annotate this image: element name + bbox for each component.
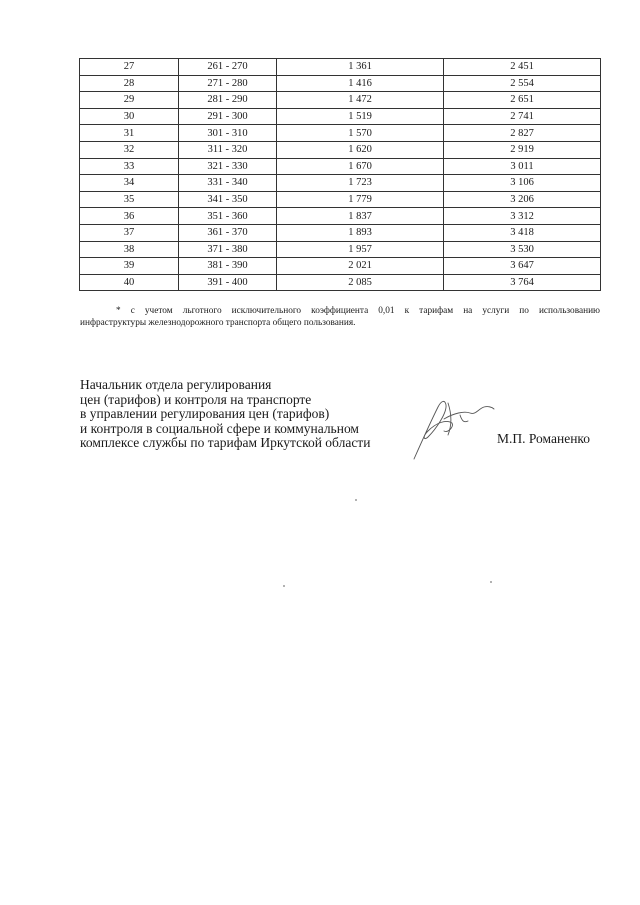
table-row: [80, 108, 601, 125]
table-cell: 2 085: [277, 274, 444, 291]
table-cell: 37: [80, 224, 179, 241]
table-row: [80, 158, 601, 175]
footnote: [80, 305, 600, 329]
table-cell: 381 - 390: [179, 258, 277, 275]
table-cell: 281 - 290: [179, 92, 277, 109]
table-cell: 351 - 360: [179, 208, 277, 225]
scan-speck: [283, 585, 285, 587]
scan-speck: [490, 581, 492, 583]
table-row: [80, 59, 601, 76]
table-cell: 391 - 400: [179, 274, 277, 291]
signer-title-line-5: комплексе службы по тарифам Иркутской области: [80, 435, 371, 450]
table-cell: 1 416: [277, 75, 444, 92]
table-cell: 321 - 330: [179, 158, 277, 175]
table-cell: 2 451: [444, 59, 601, 76]
handwritten-signature: [408, 393, 498, 463]
table-cell: 28: [80, 75, 179, 92]
table-cell: 39: [80, 258, 179, 275]
table-row: [80, 75, 601, 92]
table-row: [80, 241, 601, 258]
table-row: [80, 191, 601, 208]
table-cell: 361 - 370: [179, 224, 277, 241]
table-row: [80, 274, 601, 291]
table-cell: 261 - 270: [179, 59, 277, 76]
table-cell: 2 827: [444, 125, 601, 142]
table-cell: 1 670: [277, 158, 444, 175]
signer-title-line-4: и контроля в социальной сфере и коммунальном: [80, 420, 359, 436]
signer-title: [80, 378, 410, 451]
table-cell: 3 312: [444, 208, 601, 225]
table-cell: 38: [80, 241, 179, 258]
table-cell: 331 - 340: [179, 175, 277, 192]
footnote-line-1: * с учетом льготного исключительного коэффициента 0,01 к тарифам на услуги по использованию: [116, 306, 600, 316]
table-cell: 40: [80, 274, 179, 291]
table-row: [80, 175, 601, 192]
table-cell: 1 723: [277, 175, 444, 192]
table-cell: 34: [80, 175, 179, 192]
table-cell: 33: [80, 158, 179, 175]
table-cell: 1 519: [277, 108, 444, 125]
tariff-table-body: [80, 59, 601, 291]
table-cell: 30: [80, 108, 179, 125]
table-cell: 36: [80, 208, 179, 225]
table-cell: 31: [80, 125, 179, 142]
table-row: [80, 224, 601, 241]
table-cell: 35: [80, 191, 179, 208]
table-cell: 341 - 350: [179, 191, 277, 208]
table-cell: 1 957: [277, 241, 444, 258]
table-cell: 27: [80, 59, 179, 76]
scan-speck: [355, 499, 357, 501]
table-cell: 371 - 380: [179, 241, 277, 258]
table-cell: 3 106: [444, 175, 601, 192]
table-cell: 3 647: [444, 258, 601, 275]
signer-name: М.П. Романенко: [497, 431, 591, 446]
table-cell: 2 919: [444, 141, 601, 158]
signer-title-line-2: цен (тарифов) и контроля на транспорте: [80, 391, 312, 407]
table-cell: 2 021: [277, 258, 444, 275]
table-cell: 1 893: [277, 224, 444, 241]
table-cell: 3 764: [444, 274, 601, 291]
signer-title-line-1: Начальник отдела регулирования: [80, 377, 272, 392]
table-cell: 1 570: [277, 125, 444, 142]
table-cell: 29: [80, 92, 179, 109]
table-cell: 311 - 320: [179, 141, 277, 158]
footnote-line-2: инфраструктуры железнодорожного транспорта общего пользования.: [80, 318, 356, 328]
table-row: [80, 141, 601, 158]
table-row: [80, 258, 601, 275]
table-cell: 271 - 280: [179, 75, 277, 92]
table-cell: 3 206: [444, 191, 601, 208]
table-cell: 1 779: [277, 191, 444, 208]
table-cell: 32: [80, 141, 179, 158]
table-cell: 3 530: [444, 241, 601, 258]
table-cell: 1 472: [277, 92, 444, 109]
table-cell: 3 418: [444, 224, 601, 241]
table-cell: 1 361: [277, 59, 444, 76]
table-cell: 2 651: [444, 92, 601, 109]
table-row: [80, 92, 601, 109]
table-cell: 3 011: [444, 158, 601, 175]
table-cell: 1 620: [277, 141, 444, 158]
signer-title-line-3: в управлении регулирования цен (тарифов): [80, 406, 330, 421]
table-cell: 2 741: [444, 108, 601, 125]
table-row: [80, 208, 601, 225]
table-cell: 1 837: [277, 208, 444, 225]
tariff-table: [79, 58, 601, 291]
table-cell: 301 - 310: [179, 125, 277, 142]
table-cell: 2 554: [444, 75, 601, 92]
table-row: [80, 125, 601, 142]
table-cell: 291 - 300: [179, 108, 277, 125]
